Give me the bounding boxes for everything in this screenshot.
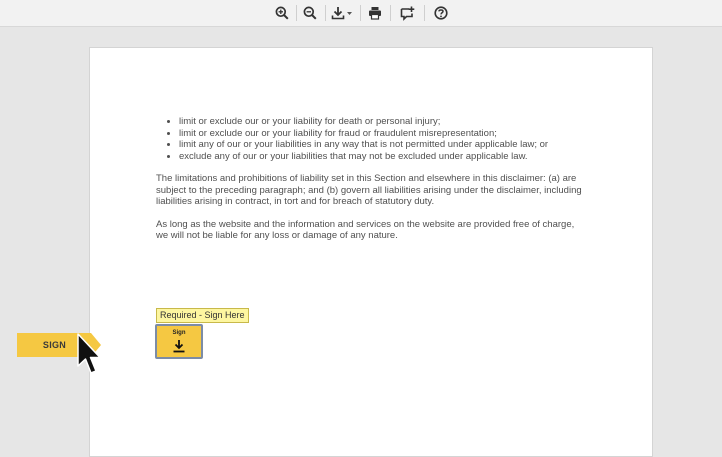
download-icon [331, 6, 353, 20]
signature-field-label: Sign [172, 330, 186, 336]
liability-list [156, 116, 586, 162]
list-item: • limit or exclude our or your liability for fraud or fraudulent misrepresentation; [179, 128, 586, 140]
zoom-out-button[interactable] [297, 2, 323, 24]
list-item: • limit any of our or your liabilities in any way that is not permitted under applicable law; or [179, 139, 586, 151]
toolbar-divider [424, 5, 425, 21]
required-sign-tag: Required - Sign Here [156, 308, 249, 323]
sign-tab-label: SIGN [42, 340, 67, 350]
list-item: • limit or exclude our or your liability for death or personal injury; [179, 116, 586, 128]
help-icon [434, 6, 448, 20]
download-button[interactable] [328, 2, 356, 24]
document-body [156, 116, 586, 242]
list-item: • exclude any of our or your liabilities that may not be excluded under applicable law. [179, 151, 586, 163]
zoom-in-button[interactable] [269, 2, 295, 24]
zoom-in-icon [275, 6, 289, 20]
toolbar [0, 0, 722, 27]
signature-field[interactable] [155, 324, 203, 359]
toolbar-divider [360, 5, 361, 21]
print-icon [368, 6, 382, 20]
print-button[interactable] [362, 2, 388, 24]
toolbar-divider [325, 5, 326, 21]
comment-add-icon [400, 6, 415, 21]
paragraph-free-of-charge: As long as the website and the information and services on the website are provided free of charge, we will not be liable for any loss or damage of any nature. [156, 218, 575, 241]
mouse-pointer-icon [77, 333, 103, 375]
download-arrow-icon [172, 339, 186, 353]
toolbar-divider [390, 5, 391, 21]
zoom-out-icon [303, 6, 317, 20]
document-page [89, 47, 653, 457]
comment-button[interactable] [394, 2, 420, 24]
paragraph-limitations: The limitations and prohibitions of liability set in this Section and elsewhere in this disclaimer: (a) are subject to the preceding paragraph; and (b) govern all liabilities arising under the disclaimer, including liabilities arising in contract, in tort and for breach of statutory duty. [156, 173, 582, 207]
help-button[interactable] [428, 2, 454, 24]
